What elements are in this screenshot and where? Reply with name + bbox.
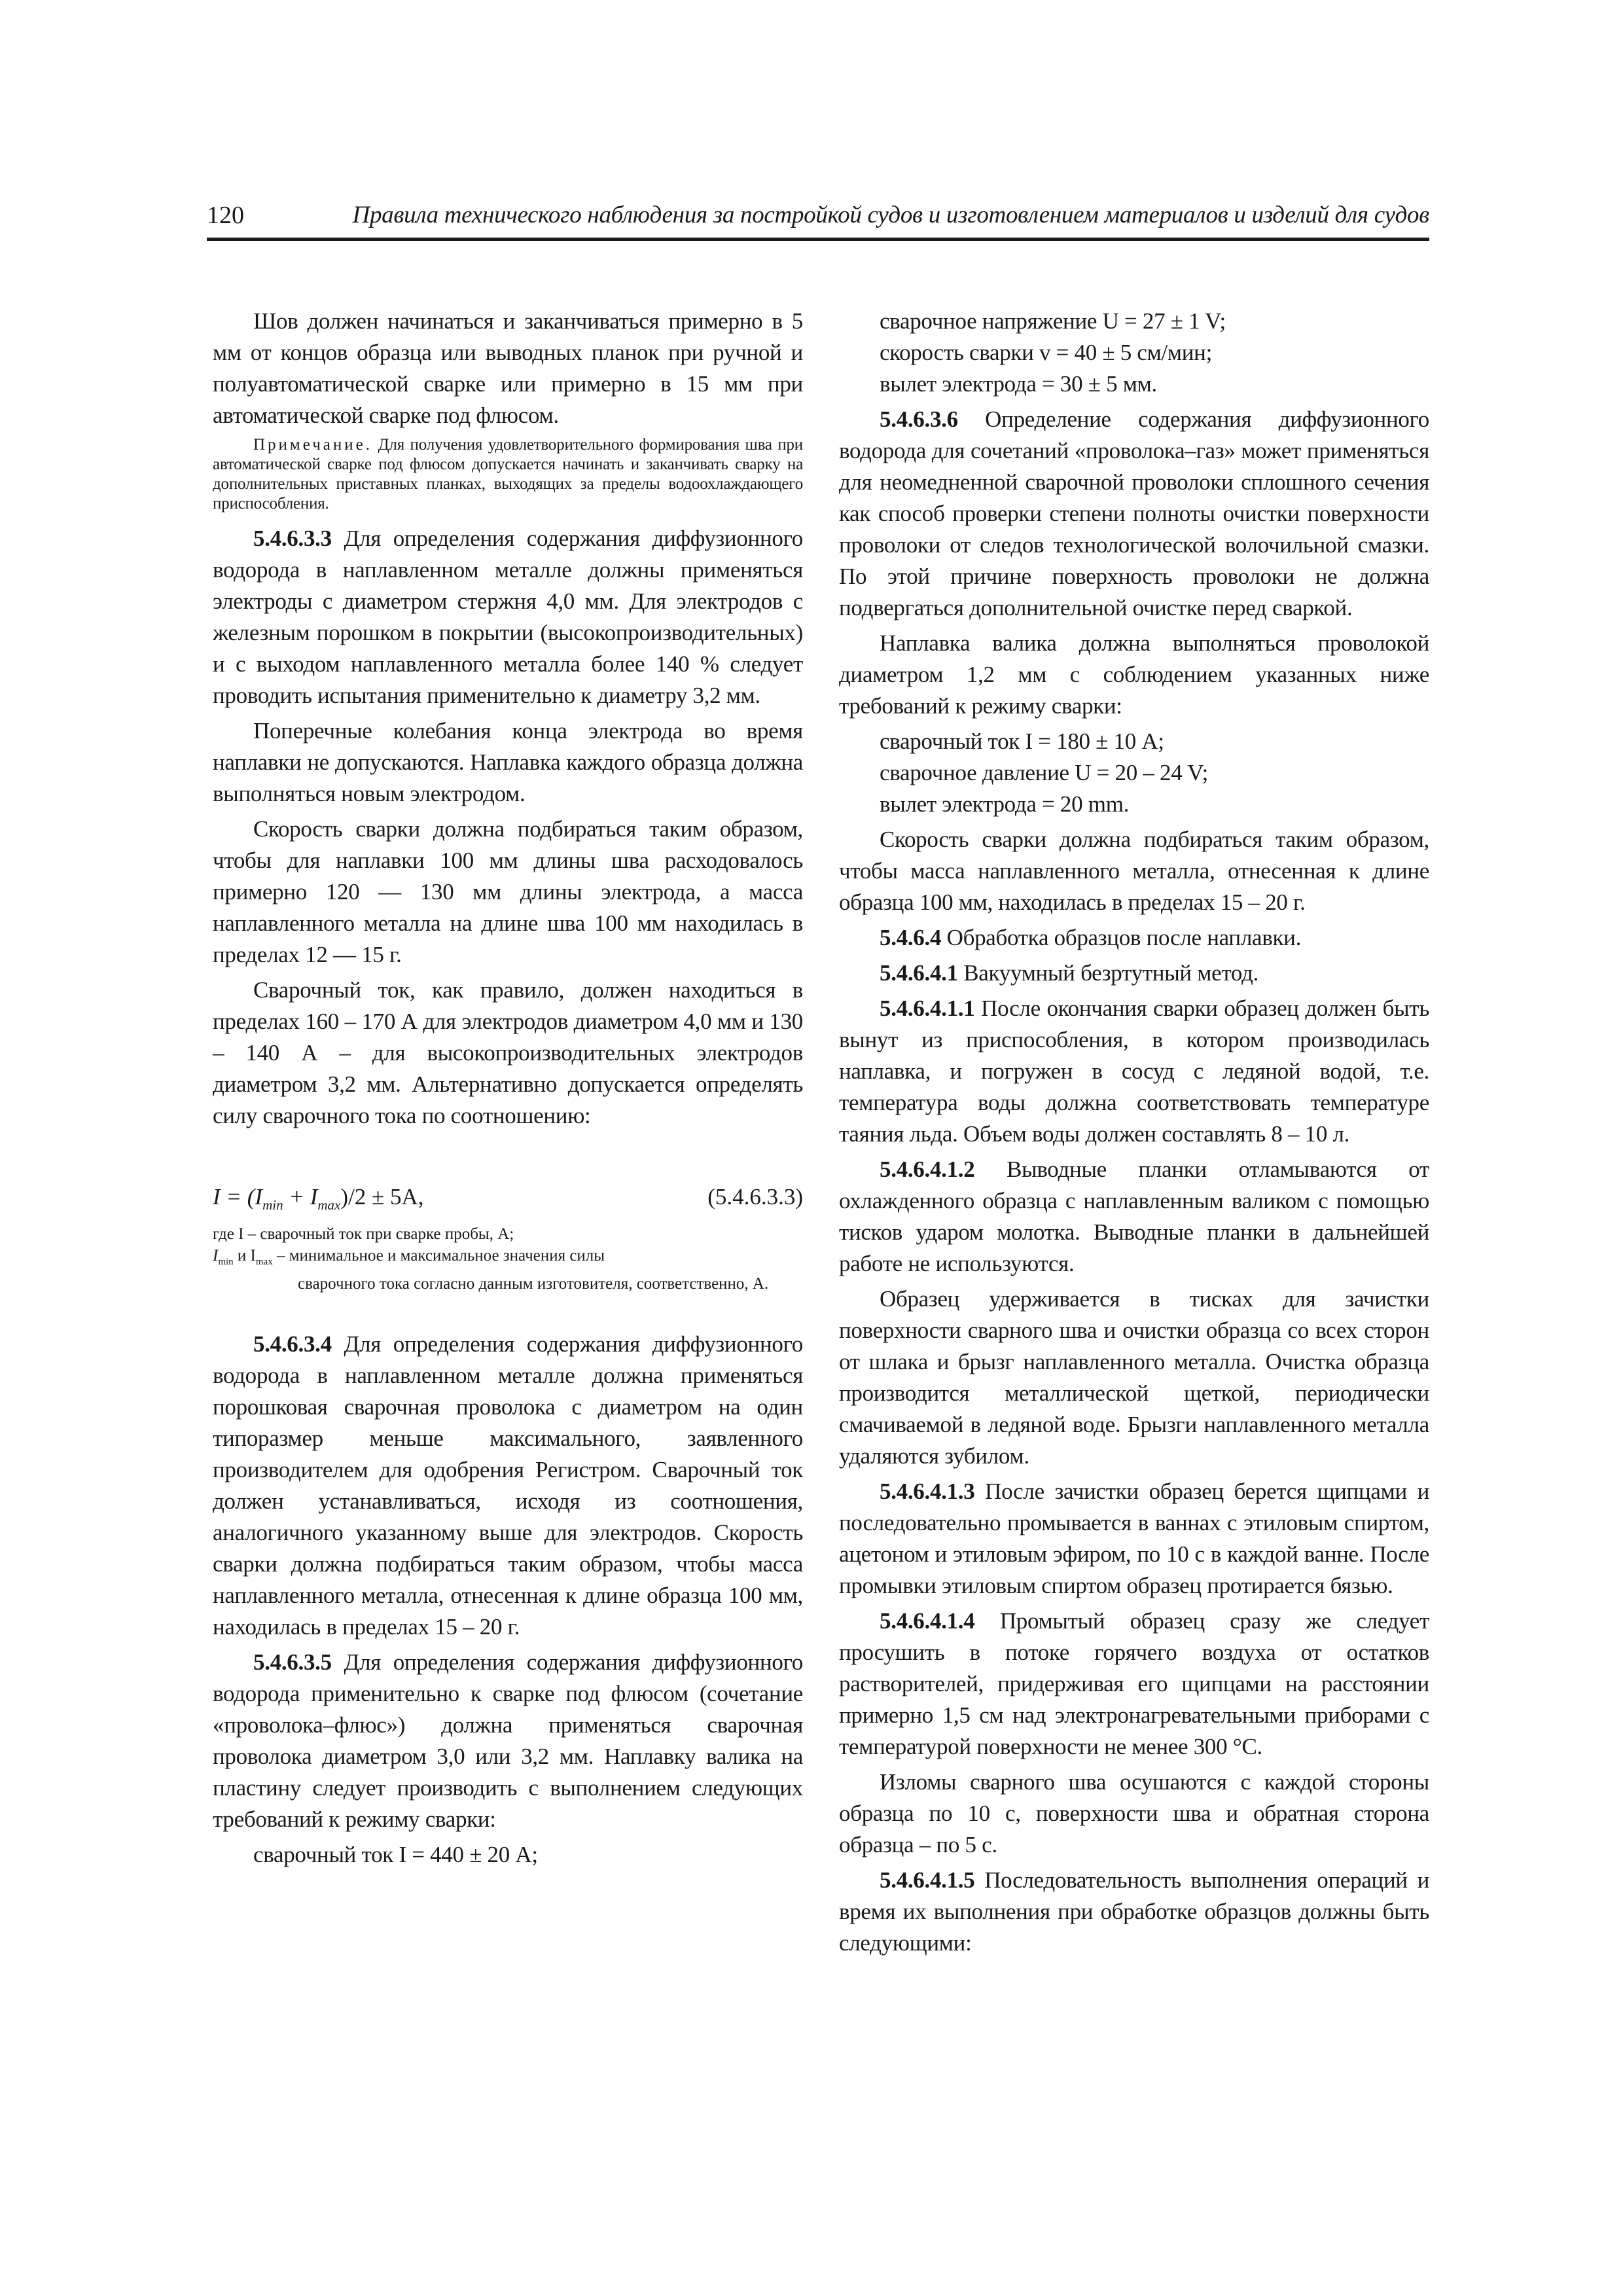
section-5.4.6.3.3: 5.4.6.3.3 Для определения содержания диффузионного водорода в наплавленном металле должны применяться электроды с диаметром стержня 4,0 мм. Для электродов с железным порошком в покрытии (высокопроизводительных) и с выходом наплавленного металла более 140 % следует проводить испытания применительно к диаметру 3,2 мм.	[213, 526, 803, 708]
requirement-voltage: сварочное напряжение U = 27 ± 1 V;	[880, 308, 1226, 334]
section-number: 5.4.6.3.6	[880, 406, 958, 432]
formula: $I = (I_{min} + I_{max})/2 \pm 5A$, (5.4.6.3.3)	[213, 1181, 803, 1213]
requirement-current: сварочный ток I = 440 ± 20 А;	[253, 1842, 538, 1867]
requirement-stickout: вылет электрода = 30 ± 5 мм.	[880, 371, 1157, 397]
requirement-speed: скорость сварки v = 40 ± 5 см/мин;	[880, 340, 1213, 365]
paragraph-clean: Образец удерживается в тисках для зачистки поверхности сварного шва и очистки образца со всех сторон от шлака и брызг наплавленного металла. Очистка образца производится металлической щеткой, периодически смачиваемой в ледяной воде. Брызги наплавленного металла удаляются зубилом.	[839, 1286, 1429, 1469]
section-5.4.6.4: 5.4.6.4 Обработка образцов после наплавки.	[880, 925, 1302, 950]
note-label: Примечание.	[253, 436, 373, 454]
paragraph-oscillation: Поперечные колебания конца электрода во время наплавки не допускаются. Наплавка каждого образца должна выполняться новым электродом.	[213, 718, 803, 806]
right-column	[839, 306, 1429, 1963]
section-5.4.6.3.6: 5.4.6.3.6 Определение содержания диффузионного водорода для сочетаний «проволока–газ» может применяться для неомедненной сварочной проволоки сплошного сечения как способ проверки степени полноты очистки поверхности проволоки от следов технологической волочильной смазки. По этой причине поверхность проволоки не должна подвергаться дополнительной очистке перед сваркой.	[839, 406, 1429, 620]
section-5.4.6.3.5: 5.4.6.3.5 Для определения содержания диффузионного водорода применительно к сварке под флюсом (сочетание «проволока–флюс») должна применяться сварочная проволока диаметром 3,0 или 3,2 мм. Наплавку валика на пластину следует производить с выполнением следующих требований к режиму сварки:	[213, 1649, 803, 1832]
section-5.4.6.4.1.1: 5.4.6.4.1.1 После окончания сварки образец должен быть вынут из приспособления, в котором производилась наплавка, и погружен в сосуд с ледяной водой, т.е. температура воды должна соответствовать температуре таяния льда. Объем воды должен составлять 8 – 10 л.	[839, 996, 1429, 1147]
formula-number: (5.4.6.3.3)	[707, 1184, 803, 1210]
section-number: 5.4.6.4.1.5	[880, 1867, 975, 1893]
note-text: Для получения удовлетворительного формирования шва при автоматической сварке под флюсом допускается начинать и заканчивать сварку на дополнительных приставных планках, выходящих за пределы водоохлаждающего приспособления.	[213, 436, 803, 512]
paragraph-fracture: Изломы сварного шва осушаются с каждой стороны образца по 10 с, поверхности шва и обратная сторона образца – по 5 с.	[839, 1769, 1429, 1857]
paragraph-seam: Шов должен начинаться и заканчиваться примерно в 5 мм от концов образца или выводных планок при ручной и полуавтоматической сварке или примерно в 15 мм при автоматической сварке под флюсом.	[213, 308, 803, 428]
section-5.4.6.4.1.3: 5.4.6.4.1.3 После зачистки образец берется щипцами и последовательно промывается в ваннах с этиловым спиртом, ацетоном и этиловым эфиром, по 10 с в каждой ванне. После промывки этиловым спиртом образец протирается бязью.	[839, 1479, 1429, 1598]
section-number: 5.4.6.3.5	[253, 1649, 332, 1675]
running-title: Правила технического наблюдения за постройкой судов и изготовлением материалов и изделий для судов	[352, 202, 1429, 228]
section-number: 5.4.6.4.1.1	[880, 996, 975, 1021]
paragraph-current: Сварочный ток, как правило, должен находиться в пределах 160 – 170 А для электродов диаметром 4,0 мм и 130 – 140 А – для высокопроизводительных электродов диаметром 3,2 мм. Альтернативно допускается определять силу сварочного тока по соотношению:	[213, 977, 803, 1128]
section-number: 5.4.6.4.1.4	[880, 1608, 975, 1634]
left-column	[213, 306, 803, 1871]
paragraph-bead: Наплавка валика должна выполняться проволокой диаметром 1,2 мм с соблюдением указанных ниже требований к режиму сварки:	[839, 630, 1429, 719]
requirement2-current: сварочный ток I = 180 ± 10 А;	[880, 728, 1164, 754]
requirement2-stickout: вылет электрода = 20 mm.	[880, 791, 1130, 817]
section-5.4.6.4.1.2: 5.4.6.4.1.2 Выводные планки отламываются от охлажденного образца с наплавленным валиком с помощью тисков ударом молотка. Выводные планки в дальнейшей работе не используются.	[839, 1157, 1429, 1276]
paragraph-speed2: Скорость сварки должна подбираться таким образом, чтобы масса наплавленного металла, отнесенная к длине образца 100 мм, находилась в пределах 15 – 20 г.	[839, 827, 1429, 915]
page-number: 120	[207, 202, 244, 229]
section-number: 5.4.6.4.1.2	[880, 1157, 975, 1182]
section-number: 5.4.6.3.4	[253, 1331, 332, 1357]
requirement2-voltage: сварочное давление U = 20 – 24 V;	[880, 760, 1209, 785]
section-number: 5.4.6.4	[880, 925, 942, 950]
paragraph-speed: Скорость сварки должна подбираться таким образом, чтобы для наплавки 100 мм длины шва расходовалось примерно 120 — 130 мм длины электрода, а масса наплавленного металла на длине шва 100 мм находилась в пределах 12 — 15 г.	[213, 816, 803, 967]
formula-legend: где I – сварочный ток при сварке пробы, А; $I_{min}$ и $I_{max}$ – минимальное и максимальное значения силы сварочного тока согласно данным изготовителя, соответственно, А.	[213, 1225, 769, 1293]
section-5.4.6.4.1.5: 5.4.6.4.1.5 Последовательность выполнения операций и время их выполнения при обработке образцов должны быть следующими:	[839, 1867, 1430, 1956]
section-5.4.6.4.1: 5.4.6.4.1 Вакуумный безртутный метод.	[880, 960, 1259, 986]
section-number: 5.4.6.4.1.3	[880, 1479, 975, 1504]
section-5.4.6.3.4: 5.4.6.3.4 Для определения содержания диффузионного водорода в наплавленном металле должна применяться порошковая сварочная проволока с диаметром на один типоразмер меньше максимального, заявленного производителем для одобрения Регистром. Сварочный ток должен устанавливаться, исходя из соотношения, аналогичного указанному выше для электродов. Скорость сварки должна подбираться таким образом, чтобы масса наплавленного металла, отнесенная к длине образца 100 мм, находилась в пределах 15 – 20 г.	[213, 1331, 803, 1640]
running-header	[207, 198, 1429, 241]
section-number: 5.4.6.3.3	[253, 526, 332, 551]
section-number: 5.4.6.4.1	[880, 960, 958, 986]
note	[213, 435, 803, 514]
section-5.4.6.4.1.4: 5.4.6.4.1.4 Промытый образец сразу же следует просушить в потоке горячего воздуха от остатков растворителей, придерживая его щипцами на расстоянии примерно 1,5 см над электронагревательными приборами с температурой поверхности не менее 300 °С.	[839, 1608, 1430, 1759]
